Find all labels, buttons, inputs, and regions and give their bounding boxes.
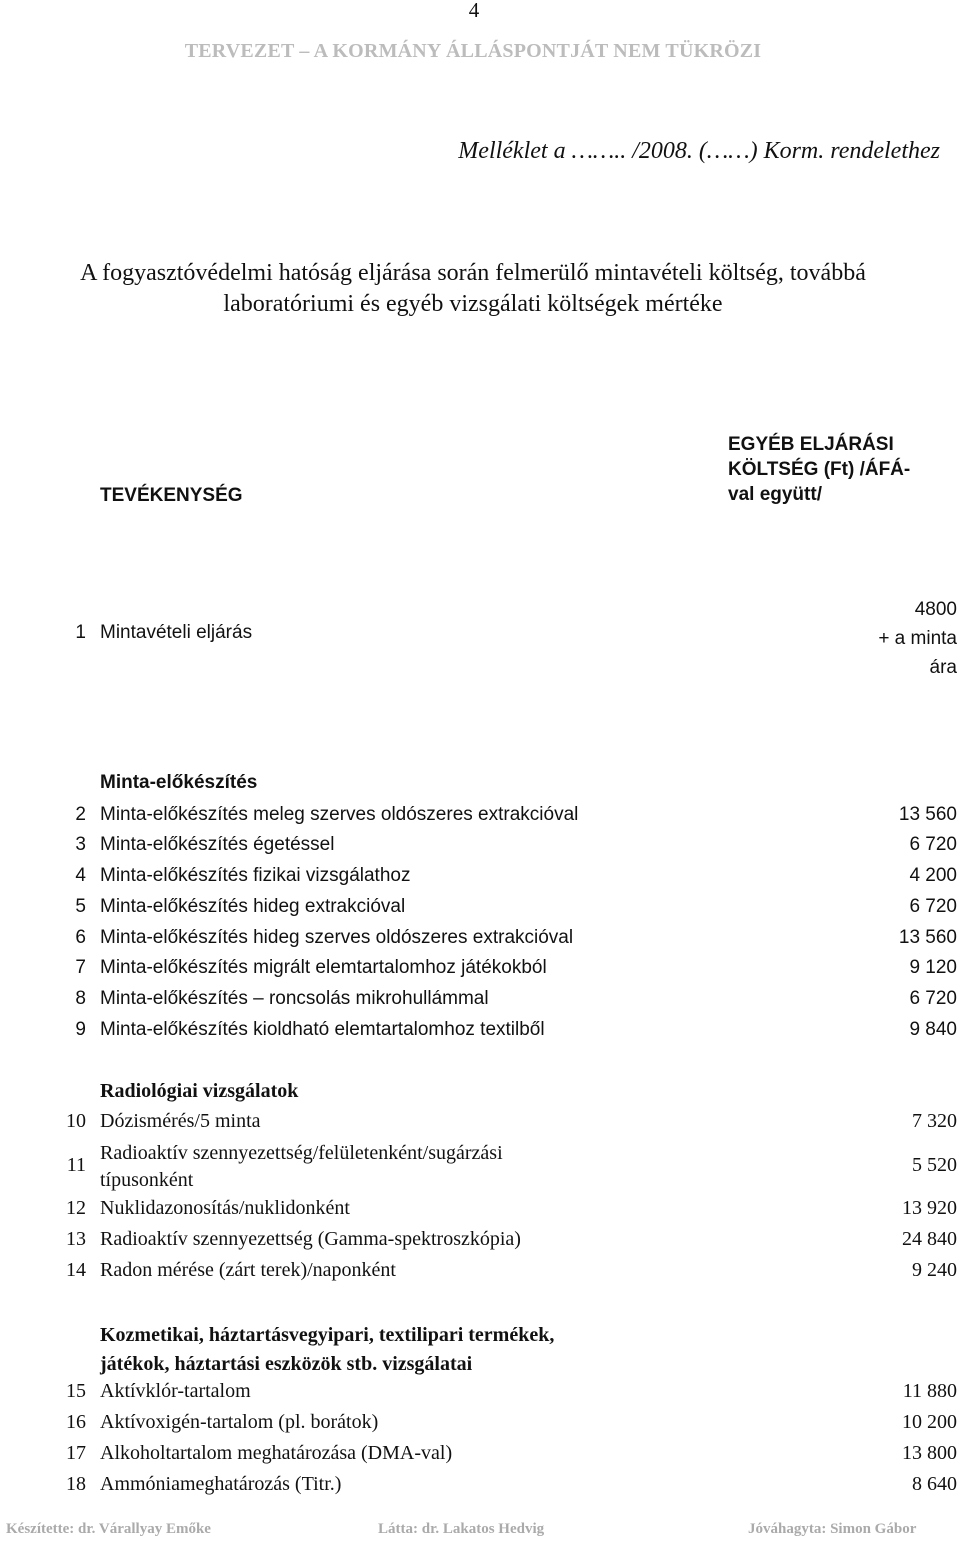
column-header-cost bbox=[728, 432, 910, 507]
footer-prepared-by: Készítette: dr. Várallyay Emőke bbox=[6, 1521, 211, 1537]
table-row-description: Dózismérés/5 minta bbox=[100, 1110, 261, 1132]
table-row-description: Aktívklór-tartalom bbox=[100, 1380, 251, 1402]
table-row-number: 13 bbox=[66, 1228, 86, 1250]
column-header-cost-line2: KÖLTSÉG (Ft) /ÁFÁ- bbox=[728, 459, 911, 480]
document-title-line1: A fogyasztóvédelmi hatóság eljárása során felmerülő mintavételi költség, továbbá bbox=[80, 260, 866, 286]
table-row-cost: 7 320 bbox=[912, 1110, 957, 1132]
table-row-number: 6 bbox=[75, 927, 86, 948]
section-heading-radiology: Radiológiai vizsgálatok bbox=[100, 1080, 299, 1102]
table-row-cost: 9 120 bbox=[909, 957, 957, 978]
table-row-cost: 13 800 bbox=[902, 1442, 957, 1464]
table-row-number: 16 bbox=[66, 1411, 86, 1433]
table-row-description bbox=[100, 1140, 503, 1194]
table-row-number: 9 bbox=[75, 1019, 86, 1040]
document-title-line2: laboratóriumi és egyéb vizsgálati költségek mértéke bbox=[223, 291, 723, 317]
table-row-number: 5 bbox=[75, 896, 86, 917]
table-row-description-line2: típusonként bbox=[100, 1169, 194, 1191]
table-row-cost: 13 560 bbox=[898, 927, 957, 948]
column-header-cost-line3: val együtt/ bbox=[728, 484, 822, 505]
table-row-description: Radioaktív szennyezettség (Gamma-spektroszkópia) bbox=[100, 1228, 521, 1250]
row-1-cost-line2: + a minta bbox=[878, 628, 957, 649]
table-row-description: Aktívoxigén-tartalom (pl. borátok) bbox=[100, 1411, 379, 1433]
table-row-cost: 10 200 bbox=[902, 1411, 957, 1433]
table-row-cost: 9 840 bbox=[909, 1019, 957, 1040]
table-row-number: 2 bbox=[75, 804, 86, 825]
table-row-number: 4 bbox=[75, 865, 86, 886]
section-heading-cosmetics-line2: játékok, háztartási eszközök stb. vizsgálatai bbox=[100, 1353, 473, 1375]
row-1-cost bbox=[878, 595, 957, 682]
section-heading-sample-prep: Minta-előkészítés bbox=[100, 772, 258, 793]
footer-approved-by: Jóváhagyta: Simon Gábor bbox=[748, 1521, 917, 1537]
table-row-cost: 6 720 bbox=[909, 988, 957, 1009]
table-row-description: Minta-előkészítés hideg szerves oldószeres extrakcióval bbox=[100, 927, 574, 948]
column-header-cost-line1: EGYÉB ELJÁRÁSI bbox=[728, 434, 894, 455]
table-row-cost: 13 560 bbox=[898, 804, 957, 825]
table-row-description: Minta-előkészítés – roncsolás mikrohullámmal bbox=[100, 988, 489, 1009]
table-row-description: Minta-előkészítés kioldható elemtartalomhoz textilből bbox=[100, 1019, 545, 1040]
table-row-number: 7 bbox=[75, 957, 86, 978]
table-row-cost: 6 720 bbox=[909, 834, 957, 855]
table-row-description: Alkoholtartalom meghatározása (DMA-val) bbox=[100, 1442, 453, 1464]
footer-seen-by: Látta: dr. Lakatos Hedvig bbox=[378, 1521, 545, 1537]
table-row-number: 14 bbox=[66, 1259, 86, 1281]
table-row-cost: 24 840 bbox=[902, 1228, 957, 1250]
row-1-cost-line1: 4800 bbox=[914, 599, 957, 620]
column-header-activity: TEVÉKENYSÉG bbox=[100, 485, 243, 506]
section-heading-cosmetics bbox=[100, 1321, 554, 1379]
annex-reference: Melléklet a …….. /2008. (……) Korm. rendelethez bbox=[458, 138, 940, 164]
table-row-cost: 6 720 bbox=[909, 896, 957, 917]
table-row-description: Radon mérése (zárt terek)/naponként bbox=[100, 1259, 396, 1281]
table-row-description: Minta-előkészítés fizikai vizsgálathoz bbox=[100, 865, 411, 886]
table-row-cost: 9 240 bbox=[912, 1259, 957, 1281]
table-row-description: Minta-előkészítés égetéssel bbox=[100, 834, 335, 855]
row-1-number: 1 bbox=[75, 622, 86, 643]
table-row-number: 11 bbox=[66, 1154, 86, 1176]
section-heading-cosmetics-line1: Kozmetikai, háztartásvegyipari, textilipari termékek, bbox=[100, 1324, 555, 1346]
table-row-cost: 5 520 bbox=[912, 1154, 957, 1176]
page-number: 4 bbox=[468, 0, 480, 22]
table-row-description: Ammóniameghatározás (Titr.) bbox=[100, 1473, 342, 1495]
table-row-description-line1: Radioaktív szennyezettség/felületenként/sugárzási bbox=[100, 1142, 503, 1164]
table-row-number: 15 bbox=[66, 1380, 86, 1402]
table-row-description: Nuklidazonosítás/nuklidonként bbox=[100, 1197, 350, 1219]
table-row-description: Minta-előkészítés hideg extrakcióval bbox=[100, 896, 406, 917]
row-1-cost-line3: ára bbox=[929, 657, 957, 678]
table-row-description: Minta-előkészítés meleg szerves oldószeres extrakcióval bbox=[100, 804, 579, 825]
table-row-description: Minta-előkészítés migrált elemtartalomhoz játékokból bbox=[100, 957, 547, 978]
row-1-description: Mintavételi eljárás bbox=[100, 622, 253, 643]
table-row-number: 18 bbox=[66, 1473, 86, 1495]
table-row-number: 8 bbox=[75, 988, 86, 1009]
draft-notice: TERVEZET – A KORMÁNY ÁLLÁSPONTJÁT NEM TÜKRÖZI bbox=[184, 40, 762, 62]
table-row-number: 17 bbox=[66, 1442, 86, 1464]
table-row-cost: 13 920 bbox=[902, 1197, 957, 1219]
table-row-cost: 8 640 bbox=[912, 1473, 957, 1495]
table-row-cost: 4 200 bbox=[909, 865, 957, 886]
table-row-number: 3 bbox=[75, 834, 86, 855]
table-row-number: 12 bbox=[66, 1197, 86, 1219]
document-title bbox=[0, 258, 946, 320]
table-row-cost: 11 880 bbox=[902, 1380, 957, 1402]
table-row-number: 10 bbox=[66, 1110, 86, 1132]
